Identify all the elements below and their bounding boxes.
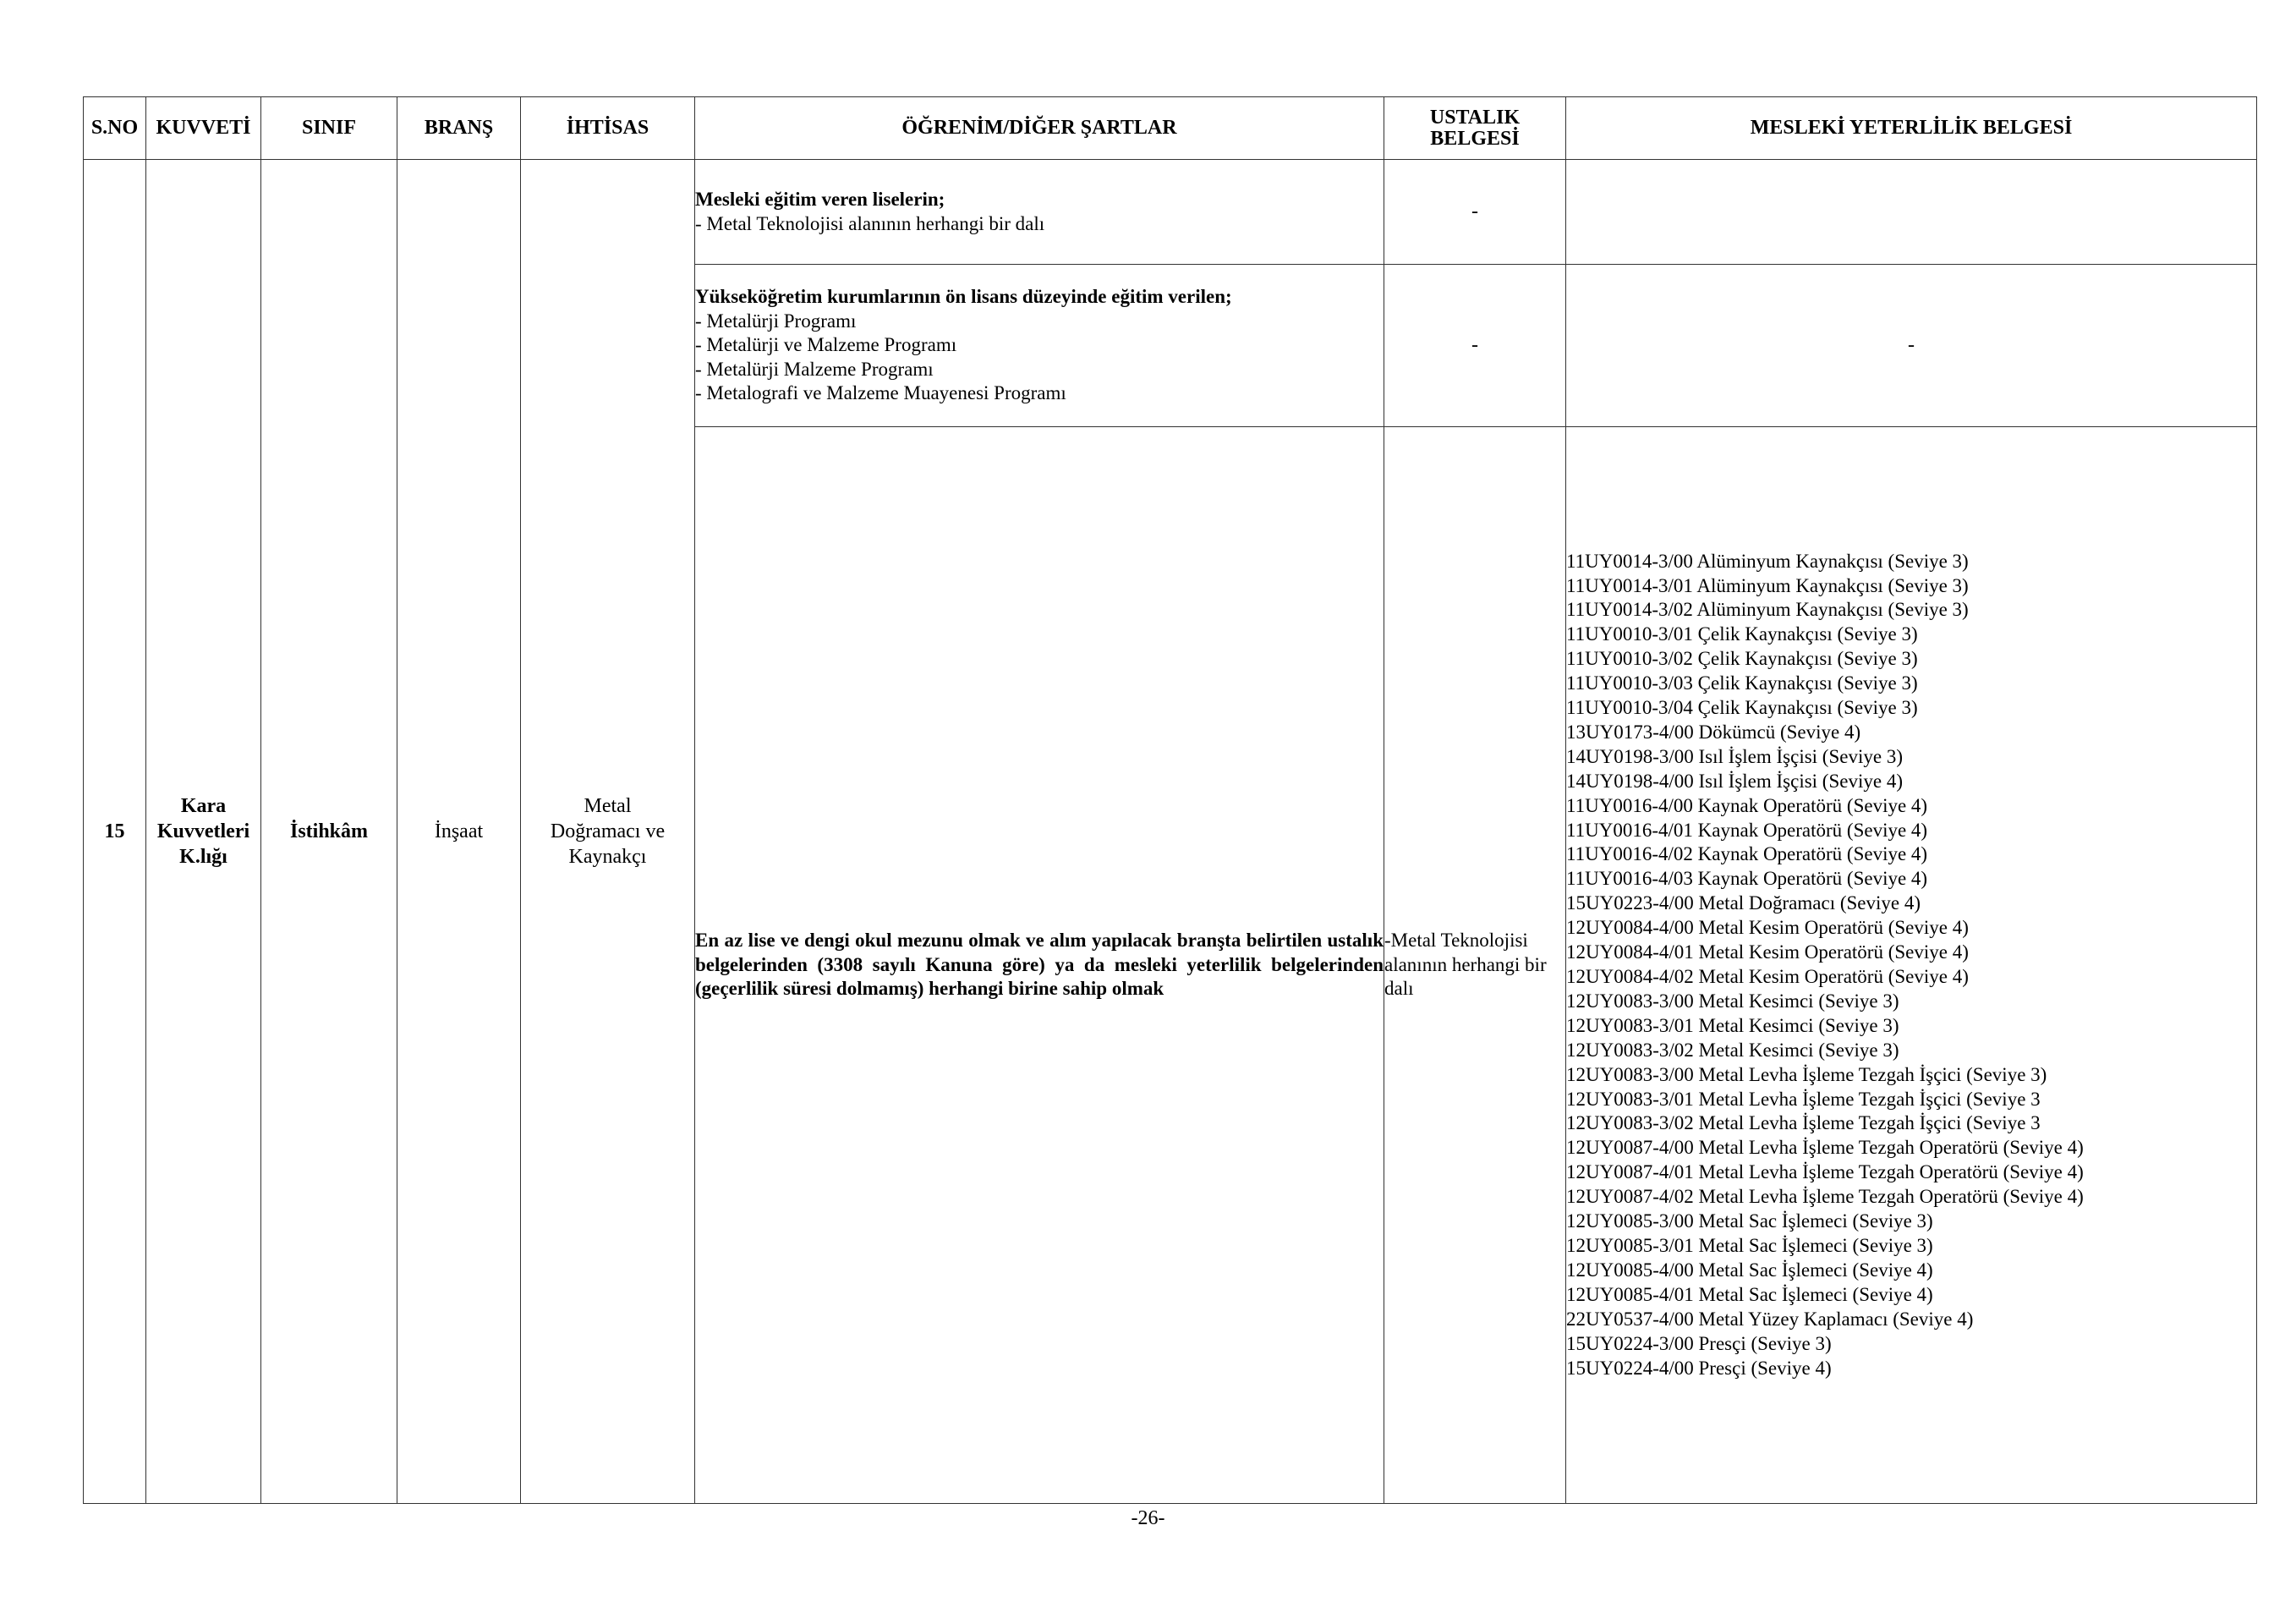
sub3-ustalik: -Metal Teknolojisi alanının herhangi bir dalı [1384, 427, 1566, 1504]
certificate-item: 12UY0085-4/01 Metal Sac İşlemeci (Seviye 4) [1566, 1283, 1933, 1305]
certificate-item: 13UY0173-4/00 Dökümcü (Seviye 4) [1566, 721, 1861, 743]
certificate-item: 11UY0016-4/03 Kaynak Operatörü (Seviye 4) [1566, 868, 1928, 890]
certificate-item: 11UY0010-3/01 Çelik Kaynakçısı (Seviye 3) [1566, 623, 1918, 645]
sub3-myb [1566, 427, 2257, 1504]
header-sno: S.NO [84, 97, 146, 160]
kuvveti-line1: Kara [180, 795, 227, 817]
certificate-item: 12UY0087-4/01 Metal Levha İşleme Tezgah Operatörü (Seviye 4) [1566, 1161, 2084, 1183]
certificate-item: 12UY0085-3/01 Metal Sac İşlemeci (Seviye 3) [1566, 1234, 1933, 1256]
certificate-item: 12UY0084-4/00 Metal Kesim Operatörü (Seviye 4) [1566, 917, 1969, 939]
certificate-item: 12UY0085-3/00 Metal Sac İşlemeci (Seviye 3) [1566, 1210, 1933, 1232]
cell-kuvveti [146, 160, 261, 1504]
sub1-lead: Mesleki eğitim veren liselerin; [695, 189, 945, 210]
cell-ihtisas [521, 160, 695, 1504]
header-row [84, 97, 2257, 160]
sub1-myb [1566, 160, 2257, 265]
list-item: - Metal Teknolojisi alanının herhangi bir dalı [695, 212, 1045, 234]
certificate-item: 11UY0016-4/02 Kaynak Operatörü (Seviye 4) [1566, 843, 1928, 865]
sub1-ustalik: - [1384, 160, 1566, 265]
certificate-item: 12UY0087-4/02 Metal Levha İşleme Tezgah Operatörü (Seviye 4) [1566, 1186, 2084, 1208]
myb-list [1566, 550, 2256, 1381]
certificate-item: 11UY0010-3/04 Çelik Kaynakçısı (Seviye 3) [1566, 697, 1918, 719]
certificate-item: 11UY0016-4/01 Kaynak Operatörü (Seviye 4) [1566, 819, 1928, 841]
certificate-item: 11UY0014-3/01 Alüminyum Kaynakçısı (Seviye 3) [1566, 574, 1969, 596]
certificate-item: 12UY0083-3/00 Metal Levha İşleme Tezgah İşçici (Seviye 3) [1566, 1063, 2047, 1085]
header-ogrenim: ÖĞRENİM/DİĞER ŞARTLAR [695, 97, 1384, 160]
header-ustalik-line2: BELGESİ [1430, 127, 1520, 150]
sub2-lead: Yükseköğretim kurumlarının ön lisans düzeyinde eğitim verilen; [695, 286, 1232, 308]
table-row [84, 160, 2257, 265]
header-kuvveti: KUVVETİ [146, 97, 261, 160]
certificate-item: 12UY0083-3/01 Metal Kesimci (Seviye 3) [1566, 1014, 1899, 1036]
certificate-item: 14UY0198-4/00 Isıl İşlem İşçisi (Seviye 4) [1566, 770, 1903, 792]
list-item: - Metalürji Malzeme Programı [695, 358, 934, 380]
certificate-item: 12UY0083-3/01 Metal Levha İşleme Tezgah İşçici (Seviye 3 [1566, 1088, 2041, 1110]
page-number: -26- [1131, 1507, 1165, 1529]
certificate-item: 11UY0010-3/02 Çelik Kaynakçısı (Seviye 3) [1566, 648, 1918, 670]
certificate-item: 11UY0010-3/03 Çelik Kaynakçısı (Seviye 3) [1566, 672, 1918, 694]
certificate-item: 11UY0014-3/02 Alüminyum Kaynakçısı (Seviye 3) [1566, 599, 1969, 621]
sub1-list [695, 212, 1384, 237]
certificate-item: 15UY0223-4/00 Metal Doğramacı (Seviye 4) [1566, 892, 1921, 914]
ihtisas-line1: Metal [584, 795, 632, 817]
certificate-item: 11UY0014-3/00 Alüminyum Kaynakçısı (Seviye 3) [1566, 550, 1969, 572]
certificate-item: 22UY0537-4/00 Metal Yüzey Kaplamacı (Seviye 4) [1566, 1308, 1974, 1330]
list-item: - Metalürji ve Malzeme Programı [695, 334, 957, 356]
header-ihtisas: İHTİSAS [521, 97, 695, 160]
ihtisas-line3: Kaynakçı [568, 846, 647, 868]
sub1-ogrenim [695, 160, 1384, 265]
sub2-list [695, 310, 1384, 406]
certificate-item: 12UY0083-3/02 Metal Kesimci (Seviye 3) [1566, 1039, 1899, 1061]
certificate-item: 15UY0224-3/00 Presçi (Seviye 3) [1566, 1332, 1832, 1354]
certificate-item: 12UY0087-4/00 Metal Levha İşleme Tezgah Operatörü (Seviye 4) [1566, 1137, 2084, 1159]
certificate-item: 12UY0085-4/00 Metal Sac İşlemeci (Seviye 4) [1566, 1259, 1933, 1281]
header-ustalik-line1: USTALIK [1429, 106, 1521, 129]
list-item: - Metalürji Programı [695, 310, 857, 332]
certificate-item: 12UY0083-3/02 Metal Levha İşleme Tezgah İşçici (Seviye 3 [1566, 1112, 2041, 1134]
header-ustalik [1384, 97, 1566, 160]
certificate-item: 12UY0083-3/00 Metal Kesimci (Seviye 3) [1566, 990, 1899, 1012]
sub3-ogrenim: En az lise ve dengi okul mezunu olmak ve alım yapılacak branşta belirtilen ustalık belgelerinden (3308 sayılı Kanuna göre) ya da mesleki yeterlilik belgelerinden (geçerlilik süresi dolmamış) herhangi birine sahip olmak [695, 427, 1384, 1504]
ihtisas-line2: Doğramacı ve [550, 820, 666, 842]
header-myb: MESLEKİ YETERLİLİK BELGESİ [1566, 97, 2257, 160]
cell-brans: İnşaat [397, 160, 521, 1504]
cell-sinif: İstihkâm [261, 160, 397, 1504]
kuvveti-line3: K.lığı [179, 846, 227, 868]
certificate-item: 14UY0198-3/00 Isıl İşlem İşçisi (Seviye 3) [1566, 745, 1903, 767]
certificate-item: 11UY0016-4/00 Kaynak Operatörü (Seviye 4) [1566, 794, 1928, 816]
kuvveti-line2: Kuvvetleri [156, 820, 250, 842]
header-sinif: SINIF [261, 97, 397, 160]
cell-sno: 15 [84, 160, 146, 1504]
certificate-item: 12UY0084-4/02 Metal Kesim Operatörü (Seviye 4) [1566, 966, 1969, 987]
sub2-ustalik: - [1384, 265, 1566, 427]
requirements-table [83, 96, 2257, 1504]
certificate-item: 12UY0084-4/01 Metal Kesim Operatörü (Seviye 4) [1566, 941, 1969, 963]
certificate-item: 15UY0224-4/00 Presçi (Seviye 4) [1566, 1357, 1832, 1379]
header-brans: BRANŞ [397, 97, 521, 160]
sub2-ogrenim [695, 265, 1384, 427]
sub2-myb: - [1566, 265, 2257, 427]
list-item: - Metalografi ve Malzeme Muayenesi Programı [695, 382, 1066, 404]
